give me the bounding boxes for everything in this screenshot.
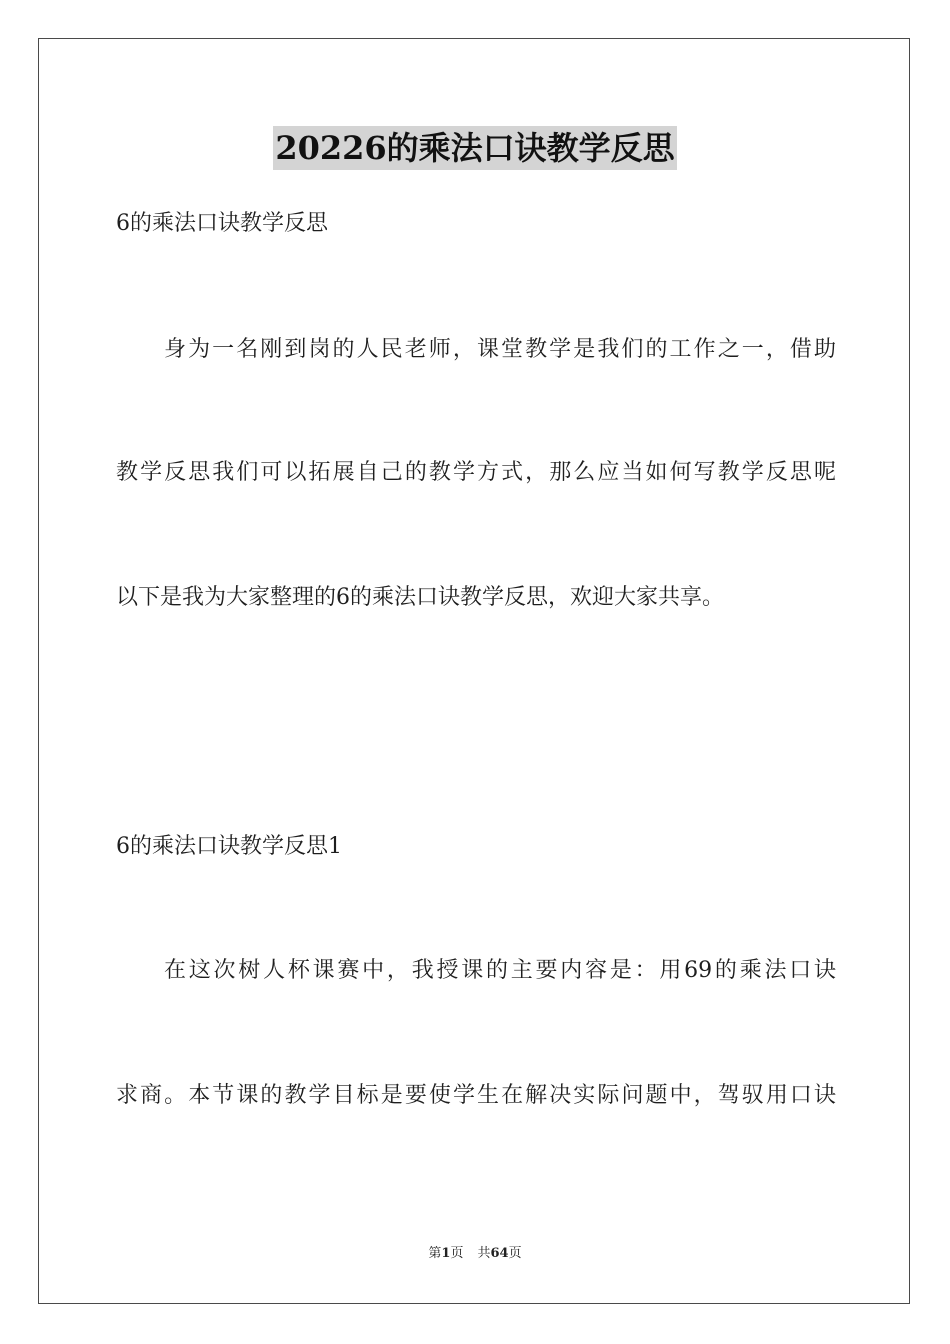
subtitle: 6的乘法口诀教学反思 <box>116 211 328 236</box>
paragraph-line: 教学反思我们可以拓展自己的教学方式，那么应当如何写教学反思呢 <box>116 460 836 485</box>
total-pages: 64 <box>490 1246 509 1261</box>
title-container <box>0 126 950 170</box>
page-footer <box>0 1245 950 1263</box>
page-suffix: 页 <box>450 1246 464 1261</box>
document-title: 20226的乘法口诀教学反思 <box>273 126 676 170</box>
paragraph-line: 身为一名刚到岗的人民老师，课堂教学是我们的工作之一，借助 <box>164 337 836 362</box>
paragraph-line: 以下是我为大家整理的6的乘法口诀教学反思，欢迎大家共享。 <box>116 585 724 610</box>
total-suffix: 页 <box>508 1246 522 1261</box>
paragraph-line: 求商。本节课的教学目标是要使学生在解决实际问题中，驾驭用口诀 <box>116 1083 836 1108</box>
page-prefix: 第 <box>428 1246 442 1261</box>
total-prefix: 共 <box>477 1246 491 1261</box>
page-number: 1 <box>441 1246 451 1261</box>
paragraph-line: 在这次树人杯课赛中，我授课的主要内容是：用69的乘法口诀 <box>164 958 836 983</box>
section-heading: 6的乘法口诀教学反思1 <box>116 834 342 859</box>
